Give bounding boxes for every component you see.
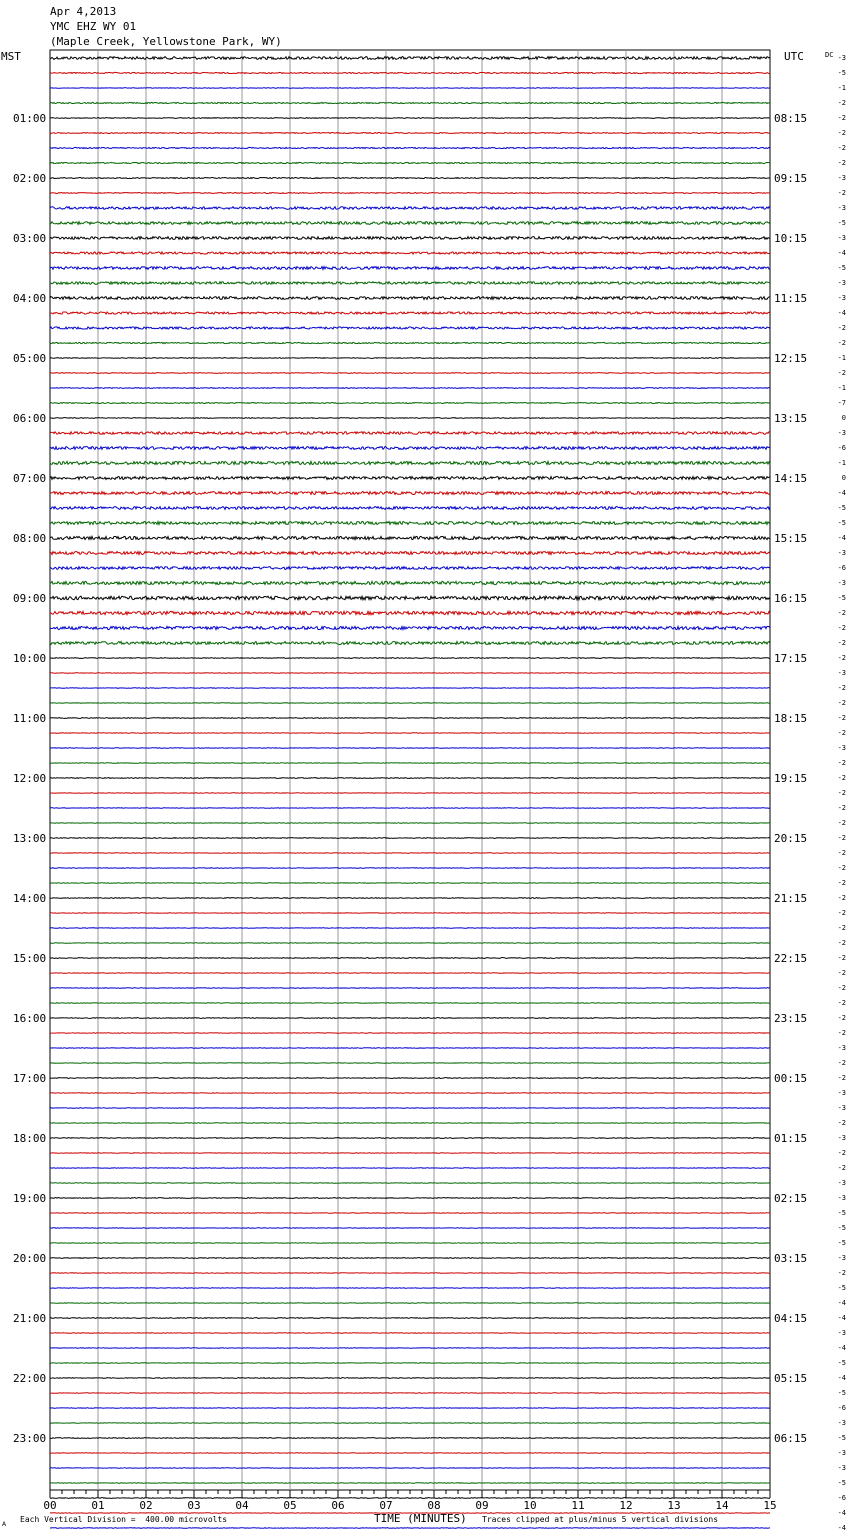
seismic-trace	[50, 838, 770, 839]
dc-offset-label: -4	[837, 1509, 846, 1517]
dc-offset-label: -2	[837, 999, 846, 1007]
right-axis-title: UTC	[784, 50, 804, 63]
seismic-trace	[50, 492, 770, 495]
seismic-trace	[50, 222, 770, 225]
seismic-trace	[50, 327, 770, 329]
mst-hour-label: 20:00	[13, 1252, 47, 1265]
mst-hour-label: 06:00	[13, 412, 47, 425]
x-axis-label: TIME (MINUTES)	[374, 1512, 467, 1525]
seismic-trace	[50, 388, 770, 389]
dc-offset-label: -3	[837, 669, 846, 677]
dc-offset-label: -5	[837, 1284, 846, 1292]
scale-note: Each Vertical Division = 400.00 microvolts	[20, 1515, 228, 1524]
utc-hour-label: 22:15	[774, 952, 808, 965]
dc-offset-label: -5	[837, 594, 846, 602]
dc-offset-label: -5	[837, 1239, 846, 1247]
header-station: YMC EHZ WY 01	[50, 20, 137, 33]
seismic-trace	[50, 312, 770, 314]
dc-offset-label: -4	[837, 309, 846, 317]
dc-offset-label: -2	[837, 114, 846, 122]
x-axis	[43, 1490, 776, 1512]
seismic-trace	[50, 522, 770, 525]
seismic-trace	[50, 1048, 770, 1049]
seismic-trace	[50, 162, 770, 163]
dc-offset-label: -2	[837, 909, 846, 917]
dc-offset-label: -5	[837, 1479, 846, 1487]
mst-hour-label: 04:00	[13, 292, 47, 305]
utc-hour-label: 15:15	[774, 532, 808, 545]
utc-hour-labels	[774, 112, 807, 1445]
seismic-trace	[50, 778, 770, 779]
seismic-trace	[50, 853, 770, 854]
dc-offset-label: -4	[837, 1314, 846, 1322]
x-tick-label: 11	[571, 1499, 585, 1512]
seismic-trace	[50, 1468, 770, 1469]
utc-hour-label: 05:15	[774, 1372, 808, 1385]
seismic-trace	[50, 342, 770, 343]
dc-offset-label: -2	[837, 759, 846, 767]
mst-hour-label: 11:00	[13, 712, 47, 725]
seismic-trace	[50, 207, 770, 210]
corner-mark: A	[2, 1521, 7, 1528]
seismic-trace	[50, 1483, 770, 1484]
seismic-trace	[50, 703, 770, 704]
mst-hour-label: 18:00	[13, 1132, 47, 1145]
seismic-trace	[50, 57, 770, 60]
mst-hour-label: 19:00	[13, 1192, 47, 1205]
dc-offset-label: -1	[837, 84, 846, 92]
mst-hour-label: 13:00	[13, 832, 47, 845]
seismic-trace	[50, 1273, 770, 1274]
seismic-trace	[50, 267, 770, 270]
seismic-trace	[50, 1003, 770, 1004]
seismic-trace	[50, 1243, 770, 1244]
seismic-trace	[50, 808, 770, 809]
dc-offset-label: -3	[837, 1449, 846, 1457]
seismic-trace	[50, 477, 770, 480]
x-tick-label: 08	[427, 1499, 441, 1512]
seismic-trace	[50, 178, 770, 179]
seismic-trace	[50, 1033, 770, 1034]
dc-offset-label: -2	[837, 639, 846, 647]
seismic-trace	[50, 943, 770, 944]
mst-hour-label: 08:00	[13, 532, 47, 545]
x-tick-label: 03	[187, 1499, 201, 1512]
mst-hour-label: 01:00	[13, 112, 47, 125]
dc-offset-label: -2	[837, 144, 846, 152]
seismic-trace	[50, 1108, 770, 1109]
dc-offset-label: -2	[837, 894, 846, 902]
seismic-trace	[50, 567, 770, 570]
dc-offset-label: -5	[837, 1359, 846, 1367]
x-tick-label: 04	[235, 1499, 249, 1512]
seismic-trace	[50, 973, 770, 974]
seismic-trace	[50, 297, 770, 300]
dc-offset-label: -4	[837, 249, 846, 257]
seismic-trace	[50, 1303, 770, 1304]
dc-offset-label: -4	[837, 1374, 846, 1382]
dc-offset-label: -4	[837, 534, 846, 542]
seismic-trace	[50, 536, 770, 539]
seismic-trace	[50, 1123, 770, 1124]
seismic-trace	[50, 883, 770, 884]
dc-offset-label: -3	[837, 279, 846, 287]
dc-offset-label: -1	[837, 384, 846, 392]
utc-hour-label: 17:15	[774, 652, 808, 665]
mst-hour-labels	[13, 112, 46, 1445]
dc-offset-label: 0	[841, 414, 846, 422]
utc-hour-label: 08:15	[774, 112, 808, 125]
mst-hour-label: 23:00	[13, 1432, 47, 1445]
seismic-trace	[50, 1348, 770, 1349]
seismic-trace	[50, 147, 770, 148]
dc-offset-label: -2	[837, 774, 846, 782]
seismic-trace	[50, 418, 770, 419]
seismic-trace	[50, 868, 770, 869]
utc-hour-label: 03:15	[774, 1252, 808, 1265]
seismic-trace	[50, 358, 770, 359]
dc-offset-label: -2	[837, 1164, 846, 1172]
dc-offset-label: -2	[837, 159, 846, 167]
mst-hour-label: 05:00	[13, 352, 47, 365]
seismic-trace	[50, 611, 770, 614]
seismic-trace	[50, 1063, 770, 1064]
x-tick-label: 01	[91, 1499, 105, 1512]
seismic-trace	[50, 1363, 770, 1364]
utc-hour-label: 20:15	[774, 832, 808, 845]
dc-offset-label: -2	[837, 129, 846, 137]
dc-offset-label: -5	[837, 1389, 846, 1397]
seismic-trace	[50, 1093, 770, 1094]
seismic-trace	[50, 1153, 770, 1154]
dc-offset-label: -3	[837, 1104, 846, 1112]
x-tick-label: 05	[283, 1499, 297, 1512]
utc-hour-label: 02:15	[774, 1192, 808, 1205]
utc-hour-label: 21:15	[774, 892, 808, 905]
mst-hour-label: 14:00	[13, 892, 47, 905]
seismic-trace	[50, 1393, 770, 1394]
seismic-trace	[50, 1228, 770, 1229]
seismic-trace	[50, 688, 770, 689]
dc-offset-label: -2	[837, 369, 846, 377]
dc-offset-label: 0	[841, 474, 846, 482]
seismic-trace	[50, 1288, 770, 1289]
clip-note: Traces clipped at plus/minus 5 vertical divisions	[482, 1515, 719, 1524]
utc-hour-label: 16:15	[774, 592, 808, 605]
seismic-trace	[50, 733, 770, 734]
utc-hour-label: 12:15	[774, 352, 808, 365]
mst-hour-label: 12:00	[13, 772, 47, 785]
seismic-trace	[50, 102, 770, 103]
dc-offset-label: -2	[837, 699, 846, 707]
seismic-trace	[50, 1318, 770, 1319]
seismic-trace	[50, 1498, 770, 1499]
seismic-trace	[50, 1138, 770, 1139]
seismic-trace	[50, 642, 770, 645]
mst-hour-label: 07:00	[13, 472, 47, 485]
dc-offset-labels	[838, 54, 846, 1534]
mst-hour-label: 02:00	[13, 172, 47, 185]
dc-offset-label: -2	[837, 1029, 846, 1037]
dc-offset-label: -2	[837, 1074, 846, 1082]
dc-offset-label: -2	[837, 729, 846, 737]
plot-frame	[50, 50, 770, 1490]
x-tick-label: 10	[523, 1499, 537, 1512]
x-tick-label: 13	[667, 1499, 681, 1512]
seismic-trace	[50, 658, 770, 659]
utc-hour-label: 14:15	[774, 472, 808, 485]
dc-offset-label: -3	[837, 234, 846, 242]
dc-offset-label: -2	[837, 624, 846, 632]
dc-offset-label: -6	[837, 564, 846, 572]
dc-offset-label: -2	[837, 939, 846, 947]
seismic-trace	[50, 1423, 770, 1424]
seismic-trace	[50, 432, 770, 435]
seismic-trace	[50, 1408, 770, 1409]
header-date: Apr 4,2013	[50, 5, 117, 18]
mst-hour-label: 09:00	[13, 592, 47, 605]
dc-offset-label: -5	[837, 69, 846, 77]
dc-offset-label: -4	[837, 1299, 846, 1307]
seismic-traces	[50, 57, 770, 1534]
seismic-trace	[50, 928, 770, 929]
seismic-trace	[50, 1018, 770, 1019]
seismic-trace	[50, 237, 770, 240]
utc-hour-label: 11:15	[774, 292, 808, 305]
dc-offset-label: -2	[837, 969, 846, 977]
seismic-trace	[50, 823, 770, 824]
seismic-trace	[50, 88, 770, 89]
dc-offset-label: -2	[837, 684, 846, 692]
seismic-trace	[50, 748, 770, 749]
mst-hour-label: 10:00	[13, 652, 47, 665]
dc-offset-label: -7	[837, 399, 846, 407]
dc-offset-label: -5	[837, 264, 846, 272]
seismic-trace	[50, 1378, 770, 1379]
x-tick-label: 09	[475, 1499, 489, 1512]
dc-offset-label: -2	[837, 1014, 846, 1022]
dc-offset-label: -3	[837, 1329, 846, 1337]
dc-offset-label: -2	[837, 609, 846, 617]
dc-offset-label: -2	[837, 954, 846, 962]
utc-hour-label: 09:15	[774, 172, 808, 185]
seismic-trace	[50, 1258, 770, 1259]
left-axis-title: MST	[1, 50, 21, 63]
dc-offset-label: -2	[837, 339, 846, 347]
dc-offset-label: -4	[837, 1344, 846, 1352]
dc-offset-label: -1	[837, 354, 846, 362]
dc-offset-label: -6	[837, 1404, 846, 1412]
dc-offset-label: -2	[837, 99, 846, 107]
seismic-trace	[50, 282, 770, 285]
dc-offset-label: -3	[837, 174, 846, 182]
dc-offset-label: -1	[837, 459, 846, 467]
utc-hour-label: 18:15	[774, 712, 808, 725]
seismic-trace	[50, 673, 770, 674]
seismic-trace	[50, 763, 770, 764]
seismic-trace	[50, 461, 770, 464]
seismic-trace	[50, 1528, 770, 1529]
dc-offset-label: -2	[837, 1269, 846, 1277]
mst-hour-label: 15:00	[13, 952, 47, 965]
dc-offset-label: -4	[837, 489, 846, 497]
x-tick-label: 00	[43, 1499, 57, 1512]
seismic-trace	[50, 1333, 770, 1334]
dc-label: DC	[825, 51, 834, 59]
utc-hour-label: 10:15	[774, 232, 808, 245]
seismic-trace	[50, 988, 770, 989]
dc-offset-label: -3	[837, 1194, 846, 1202]
x-tick-label: 02	[139, 1499, 153, 1512]
dc-offset-label: -2	[837, 864, 846, 872]
utc-hour-label: 23:15	[774, 1012, 808, 1025]
dc-offset-label: -6	[837, 444, 846, 452]
x-tick-label: 06	[331, 1499, 345, 1512]
dc-offset-label: -3	[837, 549, 846, 557]
dc-offset-label: -3	[837, 1134, 846, 1142]
seismic-trace	[50, 626, 770, 629]
mst-hour-label: 21:00	[13, 1312, 47, 1325]
seismic-trace	[50, 1198, 770, 1199]
seismic-trace	[50, 133, 770, 134]
dc-offset-label: -3	[837, 54, 846, 62]
seismic-trace	[50, 118, 770, 119]
seismic-trace	[50, 403, 770, 404]
dc-offset-label: -3	[837, 1254, 846, 1262]
utc-hour-label: 04:15	[774, 1312, 808, 1325]
seismic-trace	[50, 193, 770, 194]
dc-offset-label: -2	[837, 714, 846, 722]
dc-offset-label: -6	[837, 1494, 846, 1502]
dc-offset-label: -2	[837, 1149, 846, 1157]
seismic-trace	[50, 447, 770, 450]
mst-hour-label: 22:00	[13, 1372, 47, 1385]
utc-hour-label: 06:15	[774, 1432, 808, 1445]
seismic-trace	[50, 373, 770, 374]
dc-offset-label: -2	[837, 879, 846, 887]
dc-offset-label: -2	[837, 789, 846, 797]
dc-offset-label: -3	[837, 1179, 846, 1187]
dc-offset-label: -2	[837, 1059, 846, 1067]
dc-offset-label: -4	[837, 1524, 846, 1532]
dc-offset-label: -2	[837, 654, 846, 662]
seismic-trace	[50, 1438, 770, 1439]
dc-offset-label: -2	[837, 849, 846, 857]
dc-offset-label: -5	[837, 1209, 846, 1217]
dc-offset-label: -2	[837, 1119, 846, 1127]
dc-offset-label: -3	[837, 429, 846, 437]
dc-offset-label: -3	[837, 1044, 846, 1052]
utc-hour-label: 13:15	[774, 412, 808, 425]
seismic-trace	[50, 1213, 770, 1214]
seismic-trace	[50, 581, 770, 584]
mst-hour-label: 16:00	[13, 1012, 47, 1025]
utc-hour-label: 01:15	[774, 1132, 808, 1145]
seismic-trace	[50, 1183, 770, 1184]
utc-hour-label: 00:15	[774, 1072, 808, 1085]
dc-offset-label: -2	[837, 819, 846, 827]
seismic-trace	[50, 1168, 770, 1169]
seismic-trace	[50, 898, 770, 899]
x-tick-label: 12	[619, 1499, 633, 1512]
dc-offset-label: -2	[837, 834, 846, 842]
dc-offset-label: -2	[837, 924, 846, 932]
x-tick-label: 15	[763, 1499, 777, 1512]
utc-hour-label: 19:15	[774, 772, 808, 785]
dc-offset-label: -5	[837, 1434, 846, 1442]
dc-offset-label: -2	[837, 984, 846, 992]
dc-offset-label: -5	[837, 219, 846, 227]
seismic-trace	[50, 958, 770, 959]
seismic-trace	[50, 718, 770, 719]
mst-hour-label: 17:00	[13, 1072, 47, 1085]
dc-offset-label: -3	[837, 294, 846, 302]
dc-offset-label: -5	[837, 1224, 846, 1232]
header-location: (Maple Creek, Yellowstone Park, WY)	[50, 35, 282, 48]
seismic-trace	[50, 913, 770, 914]
x-tick-label: 14	[715, 1499, 729, 1512]
seismic-trace	[50, 596, 770, 600]
seismic-trace	[50, 1078, 770, 1079]
dc-offset-label: -5	[837, 519, 846, 527]
time-grid	[50, 50, 770, 1490]
x-tick-label: 07	[379, 1499, 393, 1512]
dc-offset-label: -2	[837, 189, 846, 197]
seismic-trace	[50, 1453, 770, 1454]
dc-offset-label: -3	[837, 744, 846, 752]
dc-offset-label: -2	[837, 324, 846, 332]
dc-offset-label: -3	[837, 579, 846, 587]
seismic-trace	[50, 507, 770, 510]
dc-offset-label: -2	[837, 804, 846, 812]
dc-offset-label: -3	[837, 1089, 846, 1097]
dc-offset-label: -3	[837, 1419, 846, 1427]
seismic-trace	[50, 72, 770, 73]
seismic-trace	[50, 552, 770, 555]
seismic-trace	[50, 793, 770, 794]
dc-offset-label: -3	[837, 204, 846, 212]
seismic-trace	[50, 252, 770, 254]
mst-hour-label: 03:00	[13, 232, 47, 245]
dc-offset-label: -5	[837, 504, 846, 512]
dc-offset-label: -3	[837, 1464, 846, 1472]
